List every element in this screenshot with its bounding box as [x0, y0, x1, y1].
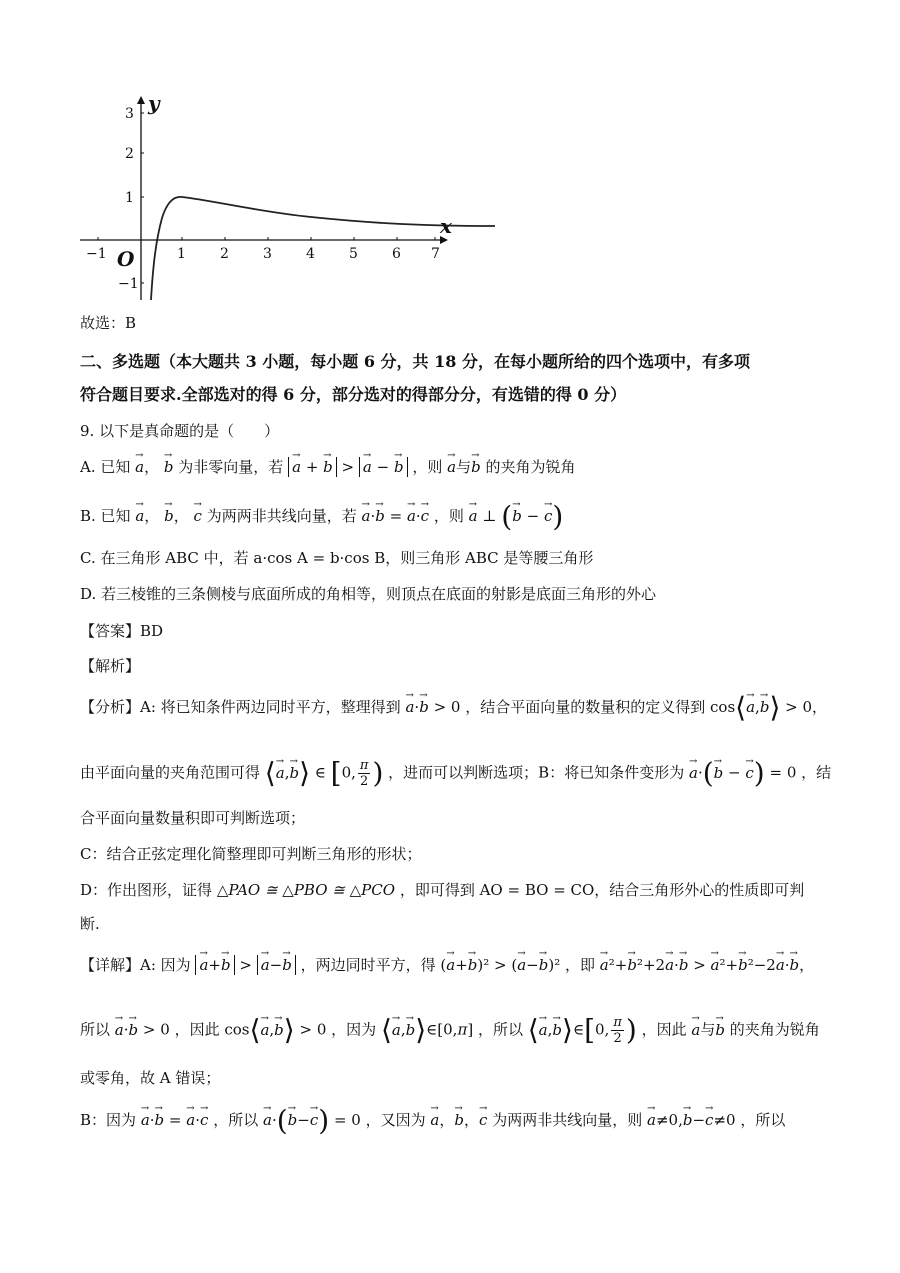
vector-b: → b	[164, 457, 174, 477]
text: ，所以	[477, 1020, 523, 1039]
analysis-line4: C：结合正弦定理化简整理即可判断三角形的形状；	[80, 845, 422, 863]
gt-zero: > 0	[780, 698, 813, 716]
vector-b: → b	[715, 1020, 725, 1040]
numerator: π	[613, 1015, 622, 1030]
sep: ，	[144, 458, 160, 476]
analysis-line6: 断.	[80, 915, 100, 933]
denominator: 2	[613, 1031, 622, 1046]
text: ，因此	[174, 1020, 220, 1039]
vector-a: → a	[691, 1020, 700, 1040]
vector-a: → a	[186, 1110, 195, 1130]
vector-b: → b	[289, 763, 299, 783]
gt-zero: > 0	[428, 698, 461, 716]
vector-b: → b	[164, 506, 174, 526]
vector-a: → a	[517, 955, 526, 975]
vector-a: → a	[135, 457, 144, 477]
vector-a: → a	[141, 1110, 150, 1130]
vector-c: → c	[194, 506, 202, 526]
paren: )	[318, 1104, 330, 1137]
option-a-mid: 为非零向量，若	[178, 458, 284, 476]
detail-line3: 或零角，故 A 错误；	[80, 1069, 221, 1087]
x-tick-label: 1	[177, 246, 186, 262]
answer-line: 【答案】BD	[80, 622, 164, 640]
vector-a: → a	[647, 1110, 656, 1130]
vector-a: → a	[260, 1020, 269, 1040]
vector-c: → c	[200, 1110, 208, 1130]
vector-b: → b	[790, 955, 800, 975]
text: ，所以	[213, 1111, 259, 1129]
vector-a: → a	[363, 457, 372, 477]
x-tick-label: 2	[220, 246, 229, 262]
sep: ，	[144, 507, 160, 525]
analysis-line1: 【分析】A: 将已知条件两边同时平方，整理得到 → a·→ b > 0 ，结合平面向量的数量积的定义得到 cos⟨→ a,→ b⟩ > 0，	[80, 697, 827, 718]
section-title-line2: 符合题目要求.全部选对的得 6 分，部分选对的得部分分，有选错的得 0 分）	[80, 385, 627, 404]
option-b-pre: B. 已知	[80, 507, 131, 525]
vector-a: → a	[447, 457, 456, 477]
bracket: )	[625, 1013, 637, 1047]
vector-b: → b	[394, 457, 404, 477]
text: ，又因为	[365, 1111, 426, 1129]
congruent-triangles: △PAO ≅ △PBO ≅ △PCO	[216, 881, 396, 899]
angle-bracket: ⟩	[283, 1013, 295, 1047]
question-stem: 9. 以下是真命题的是（ ）	[80, 422, 280, 440]
text: 【分析】A: 将已知条件两边同时平方，整理得到	[80, 698, 401, 716]
function-graph	[70, 90, 510, 305]
detail-line4: B：因为 → a·→ b = → a·→ c ，所以 → a·(→ b−→ c) = 0 ，又因为 → a，→ b，→ c 为两两非共线向量，则 → a≠0,→ b−→ c≠0 ，所以	[80, 1110, 785, 1131]
bracket: [	[330, 756, 342, 790]
bracket: )	[372, 756, 384, 790]
option-a-post: ，则	[412, 458, 443, 476]
conj: 与	[700, 1020, 716, 1039]
angle-bracket: ⟨	[264, 756, 276, 790]
text: 由平面向量的夹角范围可得	[80, 763, 261, 782]
vector-c: → c	[705, 1110, 713, 1130]
bracket: [	[584, 1013, 595, 1047]
text: ，两边同时平方，得	[300, 956, 436, 974]
fraction-pi-over-2	[611, 1015, 624, 1046]
text: ，因为	[331, 1020, 377, 1039]
vector-a: → a	[469, 506, 478, 526]
vector-b: → b	[375, 506, 385, 526]
vector-b: → b	[221, 955, 231, 975]
y-tick-label: 1	[125, 190, 134, 206]
angle-bracket: ⟩	[299, 756, 311, 790]
vector-c: → c	[421, 506, 429, 526]
detail-line1: 【详解】A: 因为 → a+→ b > → a−→ b ，两边同时平方，得 (→ a+→ b)² > (→ a−→ b)² ，即 → a²+→ b²+2→ a·→ b > → a²+→ b²−2→ a·→ b，	[80, 955, 814, 975]
vector-a: → a	[361, 506, 370, 526]
answer-choice: 故选：B	[80, 314, 137, 332]
vector-b: → b	[406, 1020, 416, 1040]
vector-a: → a	[199, 955, 208, 975]
vector-b: → b	[679, 955, 689, 975]
eq-zero: = 0	[329, 1111, 361, 1129]
y-tick-label: 3	[125, 106, 134, 122]
vector-a: → a	[407, 506, 416, 526]
vector-b: → b	[738, 955, 748, 975]
analysis-line3: 合平面向量数量积即可判断选项；	[80, 809, 306, 827]
vector-a: → a	[746, 697, 755, 717]
vector-b: → b	[323, 457, 333, 477]
vector-b: → b	[468, 955, 478, 975]
option-a: A. 已知 → a， → b 为非零向量，若 → a + → b > → a − → b ，则 → a与→ b 的夹角为锐角	[80, 457, 576, 477]
text: ，进而可以判断选项；B：将已知条件变形为	[388, 763, 685, 782]
angle-bracket: ⟩	[769, 691, 781, 724]
vector-a: → a	[261, 955, 270, 975]
abs-a-plus-b: → a + → b	[288, 457, 337, 477]
angle-bracket: ⟩	[562, 1013, 573, 1047]
vector-a: → a	[600, 955, 609, 975]
vector-b: → b	[683, 1110, 693, 1130]
analysis-header: 【解析】	[80, 657, 141, 675]
vector-c: → c	[310, 1110, 318, 1130]
vector-a: → a	[665, 955, 674, 975]
x-tick-label: −1	[86, 246, 107, 262]
paren: (	[702, 756, 714, 790]
analysis-line2: 由平面向量的夹角范围可得 ⟨→ a,→ b⟩ ∈ [0, $\frac{\pi}{2}$ ) ，进而可以判断选项；B：将已知条件变形为 → a·(→ b − → c) = 0 ，结	[80, 758, 831, 789]
pi: π	[457, 1020, 468, 1039]
vector-b: → b	[288, 1110, 298, 1130]
paren: (	[276, 1104, 288, 1137]
option-b: B. 已知 → a， → b， → c 为两两非共线向量，若 → a·→ b = → a·→ c ，则 → a ⊥ (→ b − → c)	[80, 506, 563, 527]
numerator: π	[359, 758, 369, 773]
text: ，所以	[740, 1111, 786, 1129]
text: D：作出图形，证得	[80, 881, 213, 899]
vector-b: → b	[539, 955, 549, 975]
gt-zero: > 0	[294, 1020, 327, 1039]
text: ，结	[801, 763, 832, 782]
x-tick-label: 4	[306, 246, 315, 262]
vector-b: → b	[419, 697, 429, 717]
text: 所以	[80, 1020, 111, 1039]
vector-b: → b	[282, 955, 292, 975]
text: ，即	[565, 956, 596, 974]
text: ，因此	[641, 1020, 687, 1039]
vector-b: → b	[155, 1110, 165, 1130]
option-d: D. 若三棱锥的三条侧棱与底面所成的角相等，则顶点在底面的射影是底面三角形的外心	[80, 585, 657, 603]
vector-b: → b	[471, 457, 481, 477]
vector-c: → c	[745, 763, 753, 783]
vector-a: → a	[263, 1110, 272, 1130]
vector-a: → a	[446, 955, 455, 975]
text: B：因为	[80, 1111, 137, 1129]
vector-a: → a	[405, 697, 414, 717]
vector-a: → a	[392, 1020, 401, 1040]
eq-zero: = 0	[764, 763, 797, 782]
fraction-pi-over-2	[358, 758, 371, 789]
y-axis-label: y	[148, 91, 160, 115]
graph-svg	[70, 90, 510, 305]
abs-a-plus-b: → a+→ b	[195, 955, 234, 975]
option-c: C. 在三角形 ABC 中，若 a·cos A = b·cos B，则三角形 ABC 是等腰三角形	[80, 549, 594, 567]
x-tick-label: 7	[431, 246, 440, 262]
option-a-pre: A. 已知	[80, 458, 131, 476]
x-tick-label: 3	[263, 246, 272, 262]
vector-b: → b	[512, 506, 522, 526]
abs-a-minus-b: → a − → b	[359, 457, 408, 477]
vector-b: → b	[454, 1110, 464, 1130]
text: 的夹角为锐角	[729, 1020, 820, 1039]
abs-a-minus-b: → a−→ b	[257, 955, 296, 975]
option-a-end: 的夹角为锐角	[485, 458, 576, 476]
text: 【详解】A: 因为	[80, 956, 191, 974]
detail-line2: 所以 → a·→ b > 0 ，因此 cos⟨→ a,→ b⟩ > 0 ，因为 ⟨→ a,→ b⟩∈[0,π] ，所以 ⟨→ a,→ b⟩∈[0, $\frac{\pi}{2}$ ) ，因此 → a与→ b 的夹角为锐角	[80, 1015, 820, 1046]
conj: 与	[456, 458, 472, 476]
y-tick-label: 2	[125, 146, 134, 162]
analysis-line5	[80, 880, 804, 900]
vector-b: → b	[129, 1020, 139, 1040]
vector-a: → a	[711, 955, 720, 975]
paren: )	[753, 756, 765, 790]
vector-a: → a	[776, 955, 785, 975]
vector-a: → a	[115, 1020, 124, 1040]
section-title-line1: 二、多选题（本大题共 3 小题，每小题 6 分，共 18 分，在每小题所给的四个选项中，有多项	[80, 352, 750, 371]
vector-c: → c	[544, 506, 552, 526]
vector-b: → b	[627, 955, 637, 975]
y-axis-arrow	[137, 96, 145, 104]
y-tick-label: −1	[118, 276, 139, 292]
vector-a: → a	[292, 457, 301, 477]
vector-b: → b	[714, 763, 724, 783]
paren: (	[501, 500, 513, 533]
vector-a: → a	[276, 763, 285, 783]
origin-label: O	[117, 247, 135, 271]
angle-bracket: ⟨	[380, 1013, 392, 1047]
x-tick-label: 5	[349, 246, 358, 262]
vector-a: → a	[430, 1110, 439, 1130]
vector-b: → b	[552, 1020, 562, 1040]
text: ，即可得到 AO = BO = CO，结合三角形外心的性质即可判	[399, 881, 805, 899]
vector-b: → b	[274, 1020, 284, 1040]
angle-bracket: ⟨	[527, 1013, 539, 1047]
angle-bracket: ⟨	[249, 1013, 261, 1047]
option-b-post: ，则	[433, 507, 464, 525]
text: 为两两非共线向量，则	[492, 1111, 643, 1129]
perp-symbol: ⊥	[482, 507, 497, 525]
x-tick-label: 6	[392, 246, 401, 262]
paren: )	[552, 500, 564, 533]
x-axis-label: x	[440, 214, 452, 238]
vector-a: → a	[689, 763, 698, 783]
vector-b: → b	[760, 697, 770, 717]
function-curve	[151, 197, 495, 300]
vector-a: → a	[539, 1020, 548, 1040]
vector-a: → a	[135, 506, 144, 526]
sep: ，	[173, 507, 189, 525]
angle-bracket: ⟩	[415, 1013, 427, 1047]
text: ，结合平面向量的数量积的定义得到	[465, 698, 706, 716]
denominator: 2	[360, 774, 369, 789]
gt-zero: > 0	[138, 1020, 170, 1039]
vector-c: → c	[479, 1110, 487, 1130]
angle-bracket: ⟨	[735, 691, 747, 724]
option-b-mid: 为两两非共线向量，若	[206, 507, 357, 525]
